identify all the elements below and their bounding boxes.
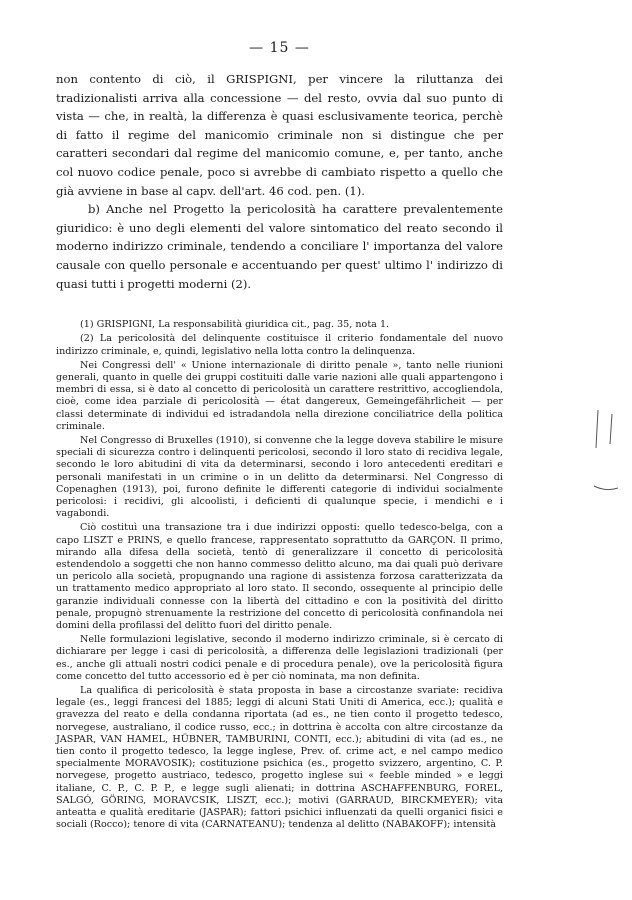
main-text (56, 70, 503, 293)
paragraph-2: b) Anche nel Progetto la pericolosità ha carattere prevalentemente giuridico: è uno degli elementi del valore sintomatico del reato secondo il moderno indirizzo criminale, tendendo a conciliare l' importanza del valore causale con quello personale e accentuando per quest' ultimo l' indirizzo di quasi tutti i progetti moderni (2). (56, 202, 503, 291)
page (56, 40, 503, 833)
footnote-1: (1) GRISPIGNI, La responsabilità giuridica cit., pag. 35, nota 1. (80, 319, 390, 331)
footnotes (56, 319, 503, 831)
footnote-2-bruxelles: Nel Congresso di Bruxelles (1910), si convenne che la legge doveva stabilire le misure speciali di sicurezza contro i delinquenti pericolosi, secondo il loro stato di recidiva legale, secondo le loro abitudini di vita da determinarsi, secondo i loro antecedenti ereditari e personali manifestati in un crimine o in un delitto da determinarsi. Nel Congresso di Copenaghen (1913), poi, furono definite le differenti categorie di individui socialmente pericolosi: i recidivi, gli alcoolisti, i deficienti di qualunque specie, i mendichi e i vagabondi. (56, 434, 503, 520)
footnote-2-transaction: Ciò costituì una transazione tra i due indirizzi opposti: quello tedesco-belga, con a capo LISZT e PRINS, e quello francese, rappresentato soprattutto da GARÇON. Il primo, mirando alla difesa della società, tentò di generalizzare il concetto di pericolosità estendendolo a soggetti che non hanno commesso delitto alcuno, ma dai quali può derivare un pericolo alla società, propugnando una ragione di assistenza forzosa caratterizzata da un trattamento medico appropriato al loro stato. Il secondo, ossequente al principio delle garanzie individuali connesse con la libertà del cittadino e con la positività del diritto penale, propugnò strenuamente la restrizione del concetto di pericolosità confinandola nei domini della profilassi del delitto fuori del diritto penale. (56, 522, 503, 631)
footnote-2-congresses: Nei Congressi dell' « Unione internazionale di diritto penale », tanto nelle riunioni generali, quanto in quelle dei gruppi costituiti dalle varie nazioni alle quali appartengono i membri di essa, si è dato al concetto di pericolosità un carattere restrittivo, accogliendola, cioè, come idea parziale di pericolosità — état dangereux, Gemeingefährlicheit — per classi determinate di individui ed istradandola nella direzione conciliatrice della politica criminale. (56, 359, 503, 432)
footnote-2-intro: (2) La pericolosità del delinquente costituisce il criterio fondamentale del nuovo indirizzo criminale, e, quindi, legislativo nella lotta contro la delinquenza. (56, 333, 503, 357)
footnote-2-formulations: Nelle formulazioni legislative, secondo il moderno indirizzo criminale, si è cercato di dichiarare per legge i casi di pericolosità, a differenza delle legislazioni tradizionali (per es., anche gli attuali nostri codici penale e di procedura penale), ove la pericolosità figura come concetto del tutto accessorio ed è per ciò nominata, ma non definita. (56, 634, 503, 682)
margin-pencil-marks (584, 408, 624, 508)
paragraph-1: non contento di ciò, il GRISPIGNI, per vincere la riluttanza dei tradizionalisti arriva alla concessione — del resto, ovvia dal suo punto di vista — che, in realtà, la differenza è quasi esclusivamente teorica, perchè di fatto il regime del manicomio criminale non si distingue che per caratteri secondari dal regime del manicomio comune, e, per tanto, anche col nuovo codice penale, poco si avrebbe di cambiato rispetto a quello che già avviene in base al capv. dell'art. 46 cod. pen. (1). (56, 72, 503, 198)
page-number: — 15 — (249, 40, 310, 56)
footnote-2-qualifica: La qualifica di pericolosità è stata proposta in base a circostanze svariate: recidiva legale (es., leggi francesi del 1885; leggi di alcuni Stati Uniti di America, ecc.); qualità e gravezza del reato e della condanna riportata (ad es., ne tien conto il progetto tedesco, norvegese, australiano, il codice russo, ecc.; in dottrina è accolta con altre circostanze da JASPAR, VAN HAMEL, HÜBNER, TAMBURINI, CONTI, ecc.); abitudini di vita (ad es., ne tien conto il progetto tedesco, la legge inglese, Prev. of. crime act, e nel campo medico specialmente MORAVOSIK); costituzione psichica (es., progetto svizzero, argentino, C. P. norvegese, progetto austriaco, tedesco, progetto inglese sui « feeble minded » e leggi italiane, C. P., C. P. P., e legge sugli alienati; in dottrina ASCHAFFENBURG, FOREL, SALGÓ, GÖRING, MORAVCSIK, LISZT, ecc.); motivi (GARRAUD, BIRCKMEYER); vita anteatta e qualità ereditarie (JASPAR); fattori psichici influenzati da quelli organici fisici e sociali (Rocco); tenore di vita (CARNATEANU); tendenza al delitto (NABAKOFF); intensità (56, 685, 503, 831)
